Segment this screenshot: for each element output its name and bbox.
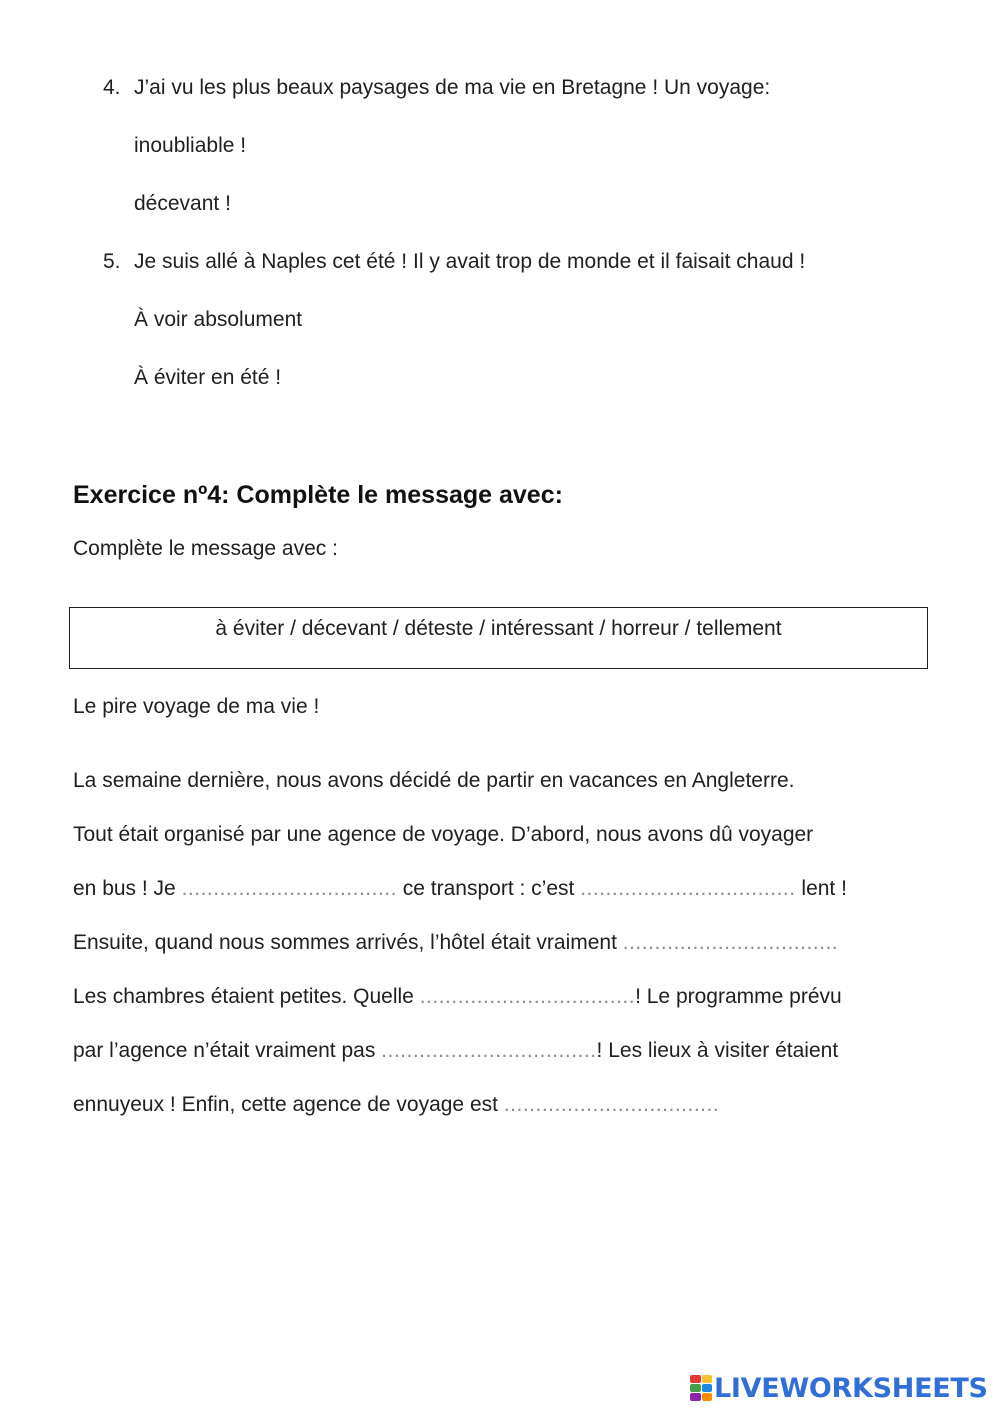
- logo-block: [702, 1375, 713, 1383]
- message-line-4: [73, 930, 838, 956]
- message-line-3-part-b: ce transport : c’est: [396, 877, 581, 900]
- word-bank-text: à éviter / décevant / déteste / intéressant / horreur / tellement: [215, 617, 782, 640]
- message-line-6: [73, 1038, 838, 1064]
- message-line-1: La semaine dernière, nous avons décidé de partir en vacances en Angleterre.: [73, 769, 795, 792]
- question-5-option-2[interactable]: À éviter en été !: [134, 366, 282, 389]
- blank-1-input[interactable]: ..................................: [181, 877, 397, 900]
- liveworksheets-logo-icon: [690, 1375, 712, 1401]
- blank-3-input[interactable]: ..................................: [622, 931, 839, 954]
- logo-block: [690, 1384, 701, 1392]
- liveworksheets-logo-text: LIVEWORKSHEETS: [714, 1372, 988, 1404]
- question-5-number: 5.: [103, 250, 121, 273]
- message-line-3: [73, 876, 847, 902]
- logo-block: [690, 1393, 701, 1401]
- question-4-option-2[interactable]: décevant !: [134, 192, 231, 215]
- question-5-text: Je suis allé à Naples cet été ! Il y avait trop de monde et il faisait chaud !: [134, 250, 806, 273]
- question-4-text: J’ai vu les plus beaux paysages de ma vie en Bretagne ! Un voyage:: [134, 76, 771, 99]
- logo-block: [702, 1384, 713, 1392]
- message-line-5-part-b: ! Le programme prévu: [635, 985, 842, 1008]
- message-line-7-part-a: ennuyeux ! Enfin, cette agence de voyage est: [73, 1093, 504, 1116]
- message-line-6-part-b: ! Les lieux à visiter étaient: [596, 1039, 839, 1062]
- blank-4-input[interactable]: ..................................: [419, 985, 636, 1008]
- message-line-3-part-c: lent !: [795, 877, 847, 900]
- exercise-title: Exercice nº4: Complète le message avec:: [73, 481, 563, 509]
- logo-block: [702, 1393, 713, 1401]
- blank-6-input[interactable]: ..................................: [503, 1093, 720, 1116]
- logo-block: [690, 1375, 701, 1383]
- message-line-5: [73, 984, 842, 1010]
- message-line-4-part-a: Ensuite, quand nous sommes arrivés, l’hôtel était vraiment: [73, 931, 623, 954]
- message-line-7: [73, 1092, 719, 1118]
- question-4-option-1[interactable]: inoubliable !: [134, 134, 247, 157]
- message-line-6-part-a: par l’agence n’était vraiment pas: [73, 1039, 382, 1062]
- question-5-option-1[interactable]: À voir absolument: [134, 308, 303, 331]
- blank-5-input[interactable]: ..................................: [381, 1039, 597, 1062]
- message-line-3-part-a: en bus ! Je: [73, 877, 182, 900]
- message-line-2: Tout était organisé par une agence de voyage. D’abord, nous avons dû voyager: [73, 823, 814, 846]
- exercise-instruction: Complète le message avec :: [73, 537, 338, 560]
- message-title: Le pire voyage de ma vie !: [73, 695, 320, 718]
- message-line-5-part-a: Les chambres étaient petites. Quelle: [73, 985, 420, 1008]
- question-4-number: 4.: [103, 76, 121, 99]
- liveworksheets-logo: [690, 1372, 988, 1404]
- word-bank-box: [69, 607, 928, 669]
- blank-2-input[interactable]: ..................................: [580, 877, 796, 900]
